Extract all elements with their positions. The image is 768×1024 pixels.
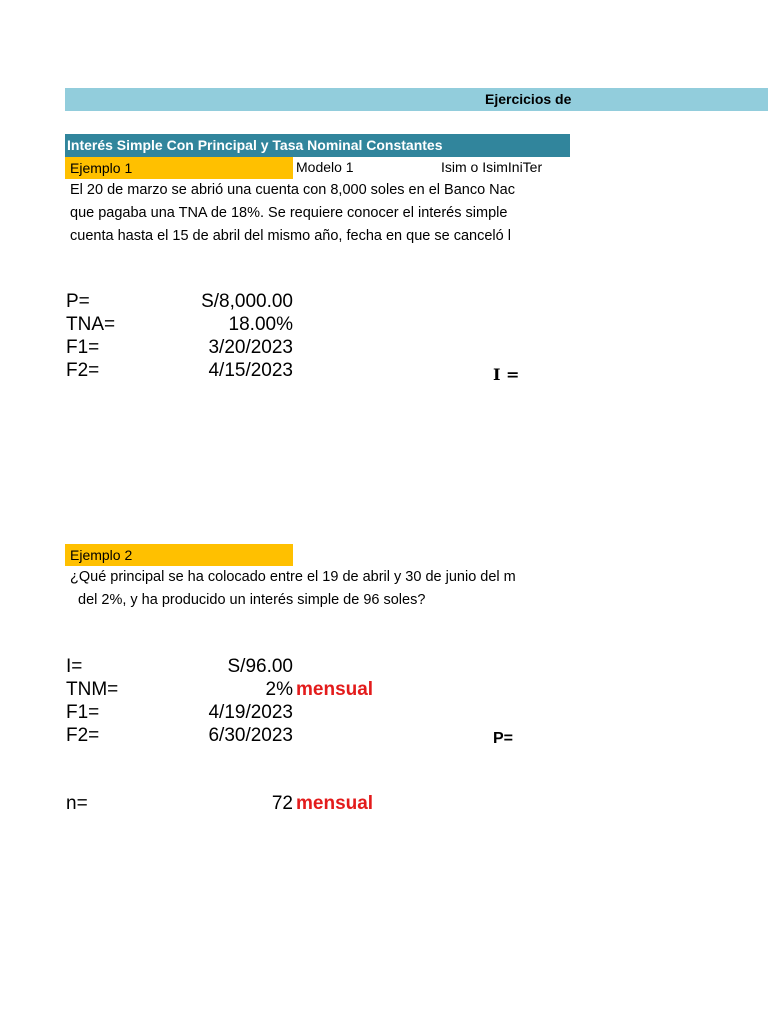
example-2-text-line-1: ¿Qué principal se ha colocado entre el 19 de abril y 30 de junio del m [70,569,516,585]
var-value[interactable]: 4/19/2023 [208,702,293,723]
var-value[interactable]: 4/15/2023 [208,360,293,381]
n-label: n= [66,793,88,814]
var-value[interactable]: 6/30/2023 [208,725,293,746]
var-label: F2= [66,725,100,746]
var-label: I= [66,656,83,677]
result-label: I = [493,365,520,384]
function-label: Isim o IsimIniTer [441,159,543,175]
var-label: P= [66,291,90,312]
var-value[interactable]: 18.00% [228,314,293,335]
example-1-text-line-1: El 20 de marzo se abrió una cuenta con 8,000 soles en el Banco Nac [70,182,515,198]
var-value[interactable]: S/8,000.00 [201,291,293,312]
result-label: P= [493,730,514,747]
sheet-title: Ejercicios de [485,91,572,107]
var-label: TNM= [66,679,119,700]
example-1-label: Ejemplo 1 [65,157,293,179]
example-1-text-line-2: que pagaba una TNA de 18%. Se requiere conocer el interés simple [70,205,508,221]
n-unit-label: mensual [296,793,374,814]
var-label: TNA= [66,314,116,335]
var-label: F1= [66,337,100,358]
var-value[interactable]: 2% [265,679,293,700]
var-label: F1= [66,702,100,723]
var-value[interactable]: S/96.00 [227,656,293,677]
section-heading: Interés Simple Con Principal y Tasa Nominal Constantes [65,134,570,157]
unit-label: mensual [296,679,374,700]
var-value[interactable]: 3/20/2023 [208,337,293,358]
var-label: F2= [66,360,100,381]
example-2-text-line-2: del 2%, y ha producido un interés simple de 96 soles? [78,592,426,608]
example-2-label: Ejemplo 2 [65,544,293,566]
model-label: Modelo 1 [296,159,354,175]
example-1-text-line-3: cuenta hasta el 15 de abril del mismo año, fecha en que se canceló l [70,228,511,244]
n-value[interactable]: 72 [271,793,293,814]
title-bar [65,88,768,111]
